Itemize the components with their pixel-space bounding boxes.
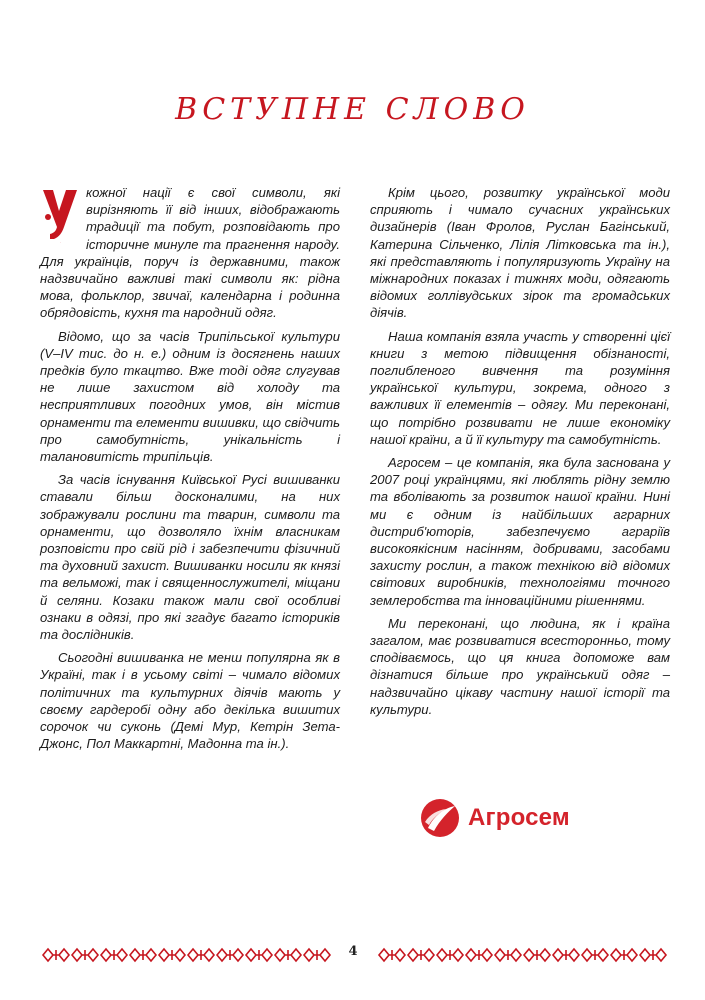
ornament-motif: [246, 949, 272, 961]
dropcap-letter: [40, 187, 80, 243]
paragraph: Сьогодні вишиванка не менш популярна як в Україні, так і в усьому світі – чимало відомих політичних та культурних діячів мають у своєму гардеробі одну або декілька вишитих сорочок чи суконь (Демі Мур, Кетрін Зета-Джонс, Пол Маккартні, Мадонна та ін.).: [40, 650, 340, 752]
agrosem-logo: [420, 790, 610, 846]
ornament-motif: [72, 949, 98, 961]
ornament-motif: [582, 949, 608, 961]
paragraph: Агросем – це компанія, яка була заснована у 2007 році українцями, які люблять рідну землю та вболівають за розвиток нашої країни. Нині ми є одним із найбільших аграрних дистриб'юторів, забезпечуємо аграріїв високоякісним насінням, добривами, засобами захисту рослин, а також технікою від відомих світових виробників, технологіями точного землеробства та інноваційними рішеннями.: [370, 455, 670, 608]
paragraph: Ми переконані, що людина, як і країна загалом, має розвиватися всесторонньо, тому сподіваємось, що ця книга допоможе вам дізнатися більше про український одяг – надзвичайно цікаву частину нашої історії та культури.: [370, 615, 670, 717]
intro-text: кожної нації є свої символи, які вирізняють її від інших, відображають традиції та побут, розповідають про історичне минуле та прагнення народу. Для українців, поруч із державними, також надзвичайно важливі такі символи як: рідна мова, фольклор, звичаї, календарна і родинна обрядовість, кухня та народний одяг.: [40, 185, 340, 321]
ornament-motif: [640, 949, 666, 961]
svg-text:У: У: [60, 243, 61, 244]
ornament-motif: [466, 949, 492, 961]
ornament-motif: [217, 949, 243, 961]
ornament-motif: [437, 949, 463, 961]
ornament-motif: [408, 949, 434, 961]
ornament-motif: [130, 949, 156, 961]
ornament-motif: [611, 949, 637, 961]
paragraph: Відомо, що за часів Трипільської культури (V–IV тис. до н. е.) одним із досягнень наших предків було ткацтво. Вже тоді одяг слугував не лише захистом від холоду та несприятливих погодних умов, він містив орнаменти та елементи вишивки, що свідчить про самобутність, унікальність і талановитість трипільців.: [40, 328, 340, 465]
left-column: [40, 184, 340, 759]
ornament-motif: [524, 949, 550, 961]
ornament-motif: [495, 949, 521, 961]
ornament-motif: [275, 949, 301, 961]
paragraph: За часів існування Київської Русі вишиванки ставали більш досконалими, на них зображували рослини та тварин, символи та орнаменти, що дозволяло їхнім власникам розповісти про свій рід і забезпечити фізичний та духовний захист. Вишиванки носили як князі та вельможі, так і священнослужителі, міщани й селяни. Козаки також мали свої особливі ознаки в одязі, про які згадує багато істориків та дослідників.: [40, 472, 340, 643]
ornament-motif: [188, 949, 214, 961]
intro-paragraph: [40, 184, 340, 322]
agrosem-logo-icon: [420, 798, 460, 838]
ornament-motif: [159, 949, 185, 961]
page-number: 4: [348, 944, 358, 959]
ornament-motif: [304, 949, 330, 961]
agrosem-logo-text: Агросем: [468, 804, 570, 831]
ornament-motif: [553, 949, 579, 961]
right-column: [370, 184, 670, 724]
paragraph: Наша компанія взяла участь у створенні цієї книги з метою підвищення обізнаності, поглибленого вивчення та розуміння української культури, зокрема, одного з важливих її елементів – одягу. Ми переконані, що потрібно розвивати не лише економіку нашої країни, а й її культуру та самобутність.: [370, 328, 670, 447]
ornament-motif: [43, 949, 69, 961]
ornament-motif: [101, 949, 127, 961]
page-title: ВСТУПНЕ СЛОВО: [175, 92, 530, 127]
paragraph: Крім цього, розвитку української моди сприяють і чимало сучасних українських дизайнерів (Іван Фролов, Руслан Багінський, Катерина Сільченко, Лілія Літковська та ін.), які представляють і популяризують Україну на міжнародних показах і тижнях моди, одягають відомих голлівудських зірок та громадських діячів.: [370, 185, 670, 321]
ornament-motif: [379, 949, 405, 961]
